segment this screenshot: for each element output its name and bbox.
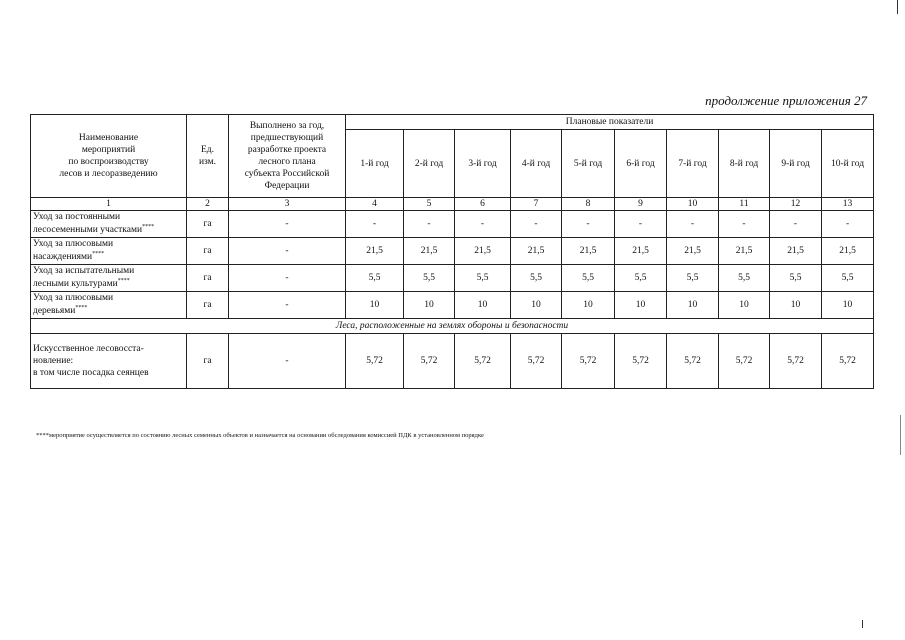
page-edge-mark [862, 620, 863, 628]
plan-value: 5,5 [667, 265, 719, 292]
plan-value: 5,5 [511, 265, 562, 292]
plan-value: 5,72 [667, 334, 719, 389]
text-line: Наименование [78, 133, 139, 143]
plan-value: - [562, 211, 615, 238]
plan-value: 5,5 [770, 265, 822, 292]
header-year: 10-й год [822, 130, 874, 198]
plan-value: - [770, 211, 822, 238]
plan-value: 21,5 [455, 238, 511, 265]
text-line: Уход за испытательными [33, 266, 135, 277]
header-name-cell [31, 115, 187, 198]
header-row [31, 115, 874, 130]
plan-value: - [667, 211, 719, 238]
column-number: 13 [822, 198, 874, 211]
header-unit-cell [187, 115, 229, 198]
text-line: разработке проекта [247, 145, 327, 155]
plan-value: 5,72 [455, 334, 511, 389]
text-line: лесосеменными участками [33, 225, 143, 236]
text-line: Федерации [264, 181, 310, 191]
plan-value: 10 [511, 292, 562, 319]
done-cell: - [229, 238, 346, 265]
plan-value: 5,5 [562, 265, 615, 292]
plan-table [30, 114, 874, 389]
text-line: Уход за постоянными [33, 212, 121, 223]
plan-value: 5,72 [615, 334, 667, 389]
header-year: 6-й год [615, 130, 667, 198]
plan-value: 21,5 [770, 238, 822, 265]
column-number: 6 [455, 198, 511, 211]
plan-value: 10 [346, 292, 404, 319]
unit-cell: га [187, 211, 229, 238]
plan-value: 5,72 [770, 334, 822, 389]
text-line: новление: [33, 356, 74, 366]
plan-value: 21,5 [346, 238, 404, 265]
plan-value: 5,5 [719, 265, 770, 292]
plan-value: 10 [719, 292, 770, 319]
page-edge-mark [900, 415, 901, 455]
header-year: 7-й год [667, 130, 719, 198]
plan-value: 21,5 [615, 238, 667, 265]
plan-value: 10 [770, 292, 822, 319]
plan-value: 5,72 [719, 334, 770, 389]
footnote: ****мероприятие осуществляется по состоянию лесных семенных объектов и назначается на основании обследования комиссией ПДК в установленном порядке [36, 432, 484, 439]
table-row [31, 265, 874, 292]
plan-value: 5,5 [455, 265, 511, 292]
section-title: Леса, расположенные на землях обороны и безопасности [31, 319, 874, 334]
activity-name [31, 238, 187, 265]
plan-value: 21,5 [719, 238, 770, 265]
text-line: Ед. [200, 145, 214, 155]
column-number: 4 [346, 198, 404, 211]
plan-value: 10 [404, 292, 455, 319]
plan-value: 5,5 [822, 265, 874, 292]
text-line: лесными культурами [33, 279, 118, 290]
column-number: 8 [562, 198, 615, 211]
activity-name [31, 334, 187, 389]
plan-value: 5,72 [404, 334, 455, 389]
footnote-mark: **** [75, 305, 88, 312]
footnote-mark: **** [117, 278, 130, 285]
column-number: 2 [187, 198, 229, 211]
plan-value: 21,5 [667, 238, 719, 265]
header-year: 5-й год [562, 130, 615, 198]
header-done-cell [229, 115, 346, 198]
column-number-row [31, 198, 874, 211]
plan-value: - [455, 211, 511, 238]
text-line: Искусственное лесовосста- [33, 344, 144, 354]
document-subtitle: продолжение приложения 27 [705, 93, 867, 108]
text-line: мероприятий [81, 145, 136, 155]
header-year: 8-й год [719, 130, 770, 198]
header-year: 2-й год [404, 130, 455, 198]
text-line: субъекта Российской [244, 169, 330, 179]
plan-value: 5,5 [346, 265, 404, 292]
footnote-mark: **** [92, 251, 105, 258]
plan-value: 5,72 [511, 334, 562, 389]
plan-value: 10 [822, 292, 874, 319]
unit-cell: га [187, 265, 229, 292]
plan-value: 21,5 [822, 238, 874, 265]
text-line: насаждениями [33, 252, 93, 263]
plan-value: - [346, 211, 404, 238]
plan-value: 21,5 [511, 238, 562, 265]
table-row [31, 211, 874, 238]
plan-value: 5,72 [562, 334, 615, 389]
plan-value: 10 [615, 292, 667, 319]
text-line: лесов и лесоразведению [59, 169, 158, 179]
text-line: в том числе посадка сеянцев [33, 368, 149, 378]
plan-value: 5,72 [346, 334, 404, 389]
plan-value: 21,5 [404, 238, 455, 265]
column-number: 9 [615, 198, 667, 211]
plan-value: - [822, 211, 874, 238]
column-number: 3 [229, 198, 346, 211]
column-number: 11 [719, 198, 770, 211]
column-number: 10 [667, 198, 719, 211]
text-line: лесного плана [258, 157, 316, 167]
page-edge-mark [897, 0, 898, 14]
plan-value: - [404, 211, 455, 238]
plan-value: - [511, 211, 562, 238]
text-line: Уход за плюсовыми [33, 239, 114, 250]
plan-value: - [615, 211, 667, 238]
done-cell: - [229, 211, 346, 238]
text-line: по воспроизводству [68, 157, 149, 167]
header-year: 4-й год [511, 130, 562, 198]
activity-name [31, 292, 187, 319]
table-row [31, 238, 874, 265]
column-number: 5 [404, 198, 455, 211]
plan-value: 10 [455, 292, 511, 319]
plan-value: 10 [667, 292, 719, 319]
footnote-mark: **** [142, 224, 155, 231]
section-row [31, 319, 874, 334]
plan-value: 5,5 [615, 265, 667, 292]
unit-cell: га [187, 238, 229, 265]
plan-value: 10 [562, 292, 615, 319]
text-line: Уход за плюсовыми [33, 293, 114, 304]
table-row [31, 292, 874, 319]
column-number: 7 [511, 198, 562, 211]
header-plan-group: Плановые показатели [346, 115, 874, 130]
text-line: изм. [198, 157, 217, 167]
activity-name [31, 211, 187, 238]
text-line: деревьями [33, 306, 76, 317]
plan-value: 5,5 [404, 265, 455, 292]
table-row [31, 334, 874, 389]
header-year: 1-й год [346, 130, 404, 198]
unit-cell: га [187, 292, 229, 319]
column-number: 1 [31, 198, 187, 211]
header-year: 3-й год [455, 130, 511, 198]
column-number: 12 [770, 198, 822, 211]
done-cell: - [229, 292, 346, 319]
plan-value: 5,72 [822, 334, 874, 389]
plan-value: 21,5 [562, 238, 615, 265]
done-cell: - [229, 265, 346, 292]
unit-cell: га [187, 334, 229, 389]
done-cell: - [229, 334, 346, 389]
text-line: Выполнено за год, [249, 121, 325, 131]
plan-value: - [719, 211, 770, 238]
activity-name [31, 265, 187, 292]
text-line: предшествующий [250, 133, 324, 143]
header-year: 9-й год [770, 130, 822, 198]
